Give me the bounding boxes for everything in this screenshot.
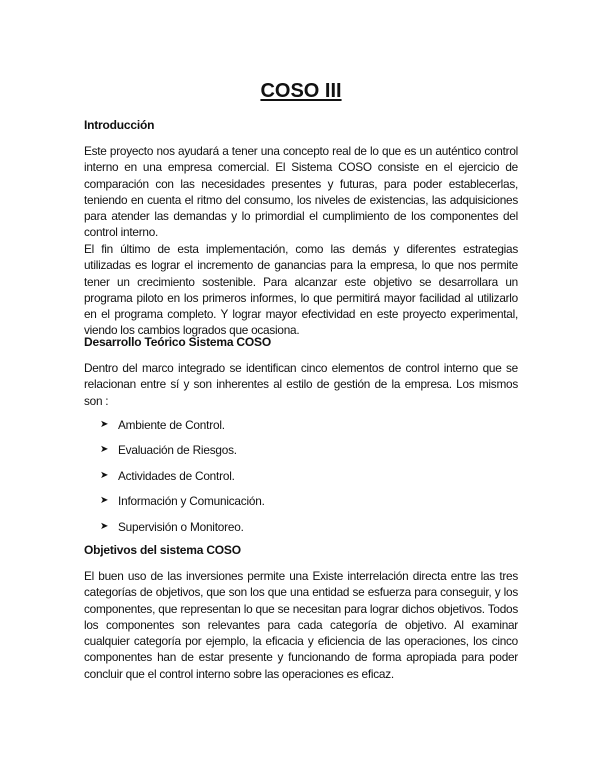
list-item [100, 514, 265, 540]
list-item [100, 438, 265, 464]
arrow-bullet-icon: ➤ [100, 520, 109, 532]
desarrollo-paragraph: Dentro del marco integrado se identifican cinco elementos de control interno que se relacionan entre sí y son inherentes al estilo de gestión de la empresa. Los mismos son : [84, 361, 518, 408]
list-item-label: Ambiente de Control. [118, 417, 225, 432]
arrow-bullet-icon: ➤ [100, 418, 109, 430]
list-item [100, 412, 265, 438]
list-item-label: Supervisión o Monitoreo. [118, 519, 244, 534]
list-item-label: Actividades de Control. [118, 468, 235, 483]
components-list [100, 412, 265, 540]
list-item-label: Información y Comunicación. [118, 494, 265, 509]
arrow-bullet-icon: ➤ [100, 444, 109, 456]
section-heading-desarrollo: Desarrollo Teórico Sistema COSO [84, 335, 271, 349]
list-item [100, 463, 265, 489]
section-heading-introduccion: Introducción [84, 118, 155, 132]
list-item [100, 489, 265, 515]
objetivos-paragraph: El buen uso de las inversiones permite una Existe interrelación directa entre las tres categorías de objetivos, que son los que una entidad se esfuerza para conseguir, y los componentes, que representan lo que se necesitan para lograr dichos objetivos. Todos los componentes son relevantes para cada categoría de objetivo. Al examinar cualquier categoría por ejemplo, la eficacia y eficiencia de las operaciones, los cinco componentes han de estar presente y funcionando de forma apropiada para poder concluir que el control interno sobre las operaciones es eficaz. [84, 569, 518, 681]
arrow-bullet-icon: ➤ [100, 495, 109, 507]
page-title: COSO III [260, 80, 342, 102]
section-heading-objetivos: Objetivos del sistema COSO [84, 543, 241, 557]
list-item-label: Evaluación de Riesgos. [118, 443, 237, 458]
intro-paragraph-1: Este proyecto nos ayudará a tener una concepto real de lo que es un auténtico control interno en una empresa comercial. El Sistema COSO consiste en el ejercicio de comparación con las necesidades presentes y futuras, para poder establecerlas, teniendo en cuenta el ritmo del consumo, los niveles de existencias, las adquisiciones para atender las demandas y lo primordial el cumplimiento de los componentes del control interno. [84, 144, 518, 240]
arrow-bullet-icon: ➤ [100, 469, 109, 481]
intro-paragraph-2: El fin último de esta implementación, como las demás y diferentes estrategias utilizadas es lograr el incremento de ganancias para la empresa, lo que nos permite tener un crecimiento sostenible. Para alcanzar este objetivo se desarrollara un programa piloto en los primeros informes, lo que permitirá mayor facilidad al utilizarlo en el programa completo. Y lograr mayor efectividad en este proyecto experimental, viendo los cambios logrados que ocasiona. [84, 242, 518, 338]
